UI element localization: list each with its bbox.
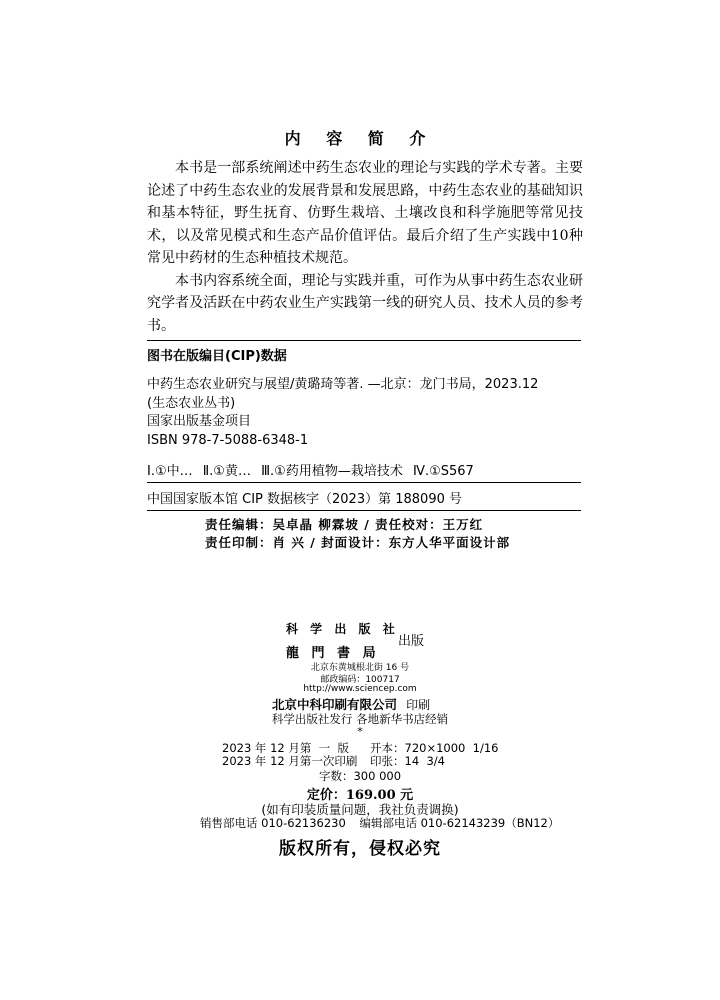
cip-check-number: 中国国家版本馆 CIP 数据核字（2023）第 188090 号 <box>147 492 462 507</box>
quality-note: (如有印装质量问题，我社负责调换) <box>261 802 459 817</box>
contact-line <box>200 815 559 831</box>
printer-name: 北京中科印刷有限公司 <box>272 697 398 712</box>
cip-line-series: (生态农业丛书) <box>147 395 236 411</box>
publisher-seal-longmen <box>286 642 380 661</box>
sales-phone: 销售部电话 010-62136230 <box>200 816 346 830</box>
editorial-phone: 编辑部电话 010-62143239（BN12） <box>359 816 560 830</box>
word-count: 字数：300 000 <box>318 769 402 783</box>
cip-middle-rule <box>147 482 581 483</box>
distribution-line: 科学出版社发行 各地新华书店经销 <box>271 712 449 726</box>
publisher-name-science: 科 学 出 版 社 <box>286 622 399 636</box>
cip-record <box>147 376 581 450</box>
sheets-line: 印张：14 3/4 <box>370 754 445 768</box>
publisher-website: http://www.sciencep.com <box>303 684 417 694</box>
price: 定价：169.00 元 <box>306 788 414 803</box>
cip-bottom-rule <box>147 510 581 511</box>
edition-line-1: 2023 年 12 月第 一 版 <box>222 741 349 755</box>
format-line: 开本：720×1000 1/16 <box>370 741 499 755</box>
summary-title: 内 容 简 介 <box>284 129 436 148</box>
credits-editors: 责任编辑：吴卓晶 柳霖坡 / 责任校对：王万红 <box>205 517 484 532</box>
separator-star: * <box>357 725 363 738</box>
cip-line-title: 中药生态农业研究与展望/黄璐琦等著. —北京：龙门书局，2023.12 <box>147 377 539 392</box>
copyright-notice: 版权所有，侵权必究 <box>279 839 441 859</box>
publish-label: 出版 <box>398 634 425 649</box>
cip-line-fund: 国家出版基金项目 <box>147 414 252 429</box>
credits-production: 责任印制：肖 兴 / 封面设计：东方人华平面设计部 <box>205 535 511 550</box>
publisher-address: 北京东黄城根北街 16 号 <box>310 663 410 673</box>
summary-paragraph-2: 本书内容系统全面，理论与实践并重，可作为从事中药生态农业研究学者及活跃在中药农业生产实践第一线的研究人员、技术人员的参考书。 <box>147 272 583 334</box>
publisher-seal-science <box>286 620 399 637</box>
cip-heading: 图书在版编目(CIP)数据 <box>147 349 287 364</box>
publisher-name-longmen: 龍 門 書 局 <box>286 646 380 661</box>
cip-line-isbn: ISBN 978-7-5088-6348-1 <box>147 432 309 448</box>
publisher-postcode: 邮政编码：100717 <box>320 675 400 685</box>
cip-top-rule <box>147 340 581 341</box>
edition-line-2: 2023 年 12 月第一次印刷 <box>222 754 358 768</box>
printer-label: 印刷 <box>406 698 431 712</box>
cip-classification: Ⅰ.①中… Ⅱ.①黄… Ⅲ.①药用植物—栽培技术 Ⅳ.①S567 <box>147 464 474 479</box>
summary-paragraph-1: 本书是一部系统阐述中药生态农业的理论与实践的学术专著。主要论述了中药生态农业的发展背景和发展思路，中药生态农业的基础知识和基本特征，野生抚育、仿野生栽培、土壤改良和科学施肥等常见技术，以及常见模式和生态产品价值评估。最后介绍了生产实践中10种常见中药材的生态种植技术规范。 <box>147 160 583 266</box>
summary-text <box>147 157 583 337</box>
